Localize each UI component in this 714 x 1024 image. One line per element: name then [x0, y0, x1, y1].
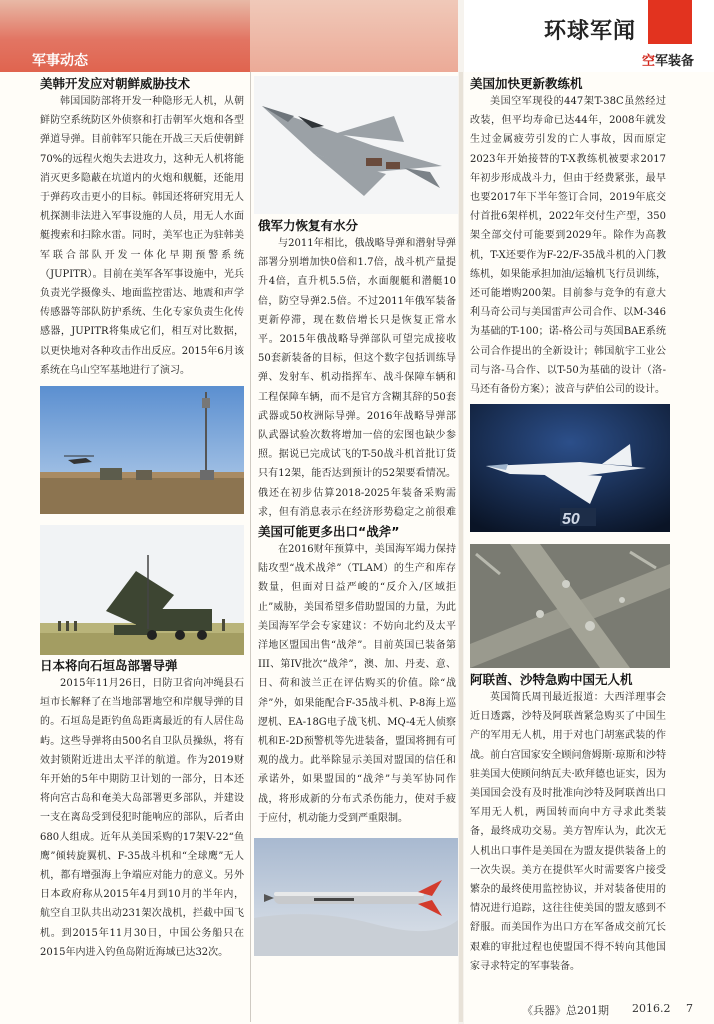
- article-body: 在2016财年预算中，美国海军竭力保持陆攻型“战术战斧”（TLAM）的生产和库存数量，但面对日益严峻的“反介入/区域拒止”威胁，美国希望多借助盟国的力量，为此美国海军学会专家建议：不妨向北约及太平洋地区盟国出售“战斧”。目前英国已装备第III、第IV批次“战斧”，澳、加、丹麦、意、日、荷和波兰正在评估购买的价值。除“战斧”外，如果能配合F-35战斗机、P-8海上巡逻机、EA-18G电子战飞机、MQ-4无人侦察机和E-2D预警机等先进装备，盟国将拥有可观的战力。此举除显示美国对盟国的信任和承诺外，如果盟国的“战斧”与美军协同作战，将形成新的分布式杀伤能力，使对手疲于应付，机动能力受到严重限制。: [258, 544, 456, 824]
- article-title: 美国加快更新教练机: [470, 76, 583, 91]
- radar-tower-photo: [40, 386, 244, 514]
- article-body: 英国简氏周刊最近报道：大西洋理事会近日透露，沙特及阿联酋紧急购买了中国生产的军用无人机，用于对也门胡塞武装的作战。前白宫国家安全顾问詹姆斯·琼斯和沙特驻美国大使顾问纳瓦夫·欧拜德也证实，因为美国国会没有及时批准向沙特及阿联酋出口军用无人机，两国转而向中方寻求此类装备，最终成功交易。美方智库认为，此次无人机出口事件是美国在为盟友提供装备上的一次失误。美方在提供军火时需要客户接受繁杂的最终使用监控协议，并对装备使用的情况进行追踪，这往往使美国的盟友感到不舒服。而美国作为出口方在军备成交前冗长艰难的审批过程也使盟国不得不转向其他国家寻求特定的军事装备。: [470, 692, 666, 972]
- cruise-missile-photo: [254, 838, 458, 956]
- article-title: 美国可能更多出口“战斧”: [258, 524, 400, 539]
- article-title: 俄军力恢复有水分: [258, 218, 359, 233]
- article-body: 韩国国防部将开发一种隐形无人机，从朝鲜防空系统防区外侦察和打击朝军火炮和各型弹道导弹。目前韩军只能在开战三天后使朝鲜70%的远程火炮失去进攻力，这种无人机将能消灭更多隐蔽在坑道内的火炮和舰艇，还能用于弹药攻击更小的目标。韩国还将研究用无人机探测非法进入军事设施的人员，用无人水面艇搜索和扫除水雷。同时，美军也正为驻韩美军联合部队开发一体化早期预警系统（JUPITR）。目前在美军各军事设施中，光兵负责光学摄像头、地面监控雷达、地震和声学传感器等部队防护系统、生化专家负责生化传感器，JUPITR将集成它们，相互对比数据，以更快地对各种攻击作出反应。2015年6月该系统在乌山空军基地进行了演习。: [40, 96, 244, 376]
- article-title: 日本将向石垣岛部署导弹: [40, 658, 178, 673]
- section-header-left: [0, 0, 250, 72]
- trainer-jet-photo: [470, 404, 670, 532]
- sub-section-label: 空军装备: [641, 54, 694, 69]
- column-divider: [459, 72, 463, 1022]
- column-divider: [250, 72, 251, 1022]
- column-brand-title: 环球军闻: [544, 18, 637, 44]
- section-label: 军事动态: [32, 53, 88, 69]
- svg-text:50: 50: [562, 511, 580, 528]
- airfield-aerial-photo: [470, 544, 670, 668]
- magazine-issue: 《兵器》总201期: [522, 1004, 609, 1017]
- article-title: 阿联酋、沙特急购中国无人机: [470, 672, 633, 687]
- page-footer: [464, 990, 714, 1024]
- fighter-jet-photo: [254, 76, 458, 214]
- article-body: 美国空军现役的447架T-38C虽然经过改装，但平均寿命已达44年，2008年就发生过金属疲劳引发的亡人事故，因而原定2023年开始接替的T-X教练机被要求2017年初步形成战斗力，但由于经费紧张，最早也要2017年下半年签订合同，2019年底交付首批6架样机，2022年交付生产型，350架全部交付可能要到2029年。除作为高教机，T-X还要作为F-22/F-35战斗机的入门教练机，如果能承担加油/运输机飞行员训练，还可能增购200架。目前参与竞争的有意大利马奇公司与美国雷声公司合作、以M-346为基础的T-100；诺-格公司与英国BAE系统公司合作提出的全新设计；韩国航宇工业公司与洛-马合作、以T-50为基础的设计（洛-马还有备份方案）；波音与萨伯公司的设计。: [470, 96, 666, 396]
- article-body: 2015年11月26日，日防卫省向冲绳县石垣市长解释了在当地部署地空和岸舰导弹的目的。石垣岛是距钓鱼岛距离最近的有人居住岛屿。这些导弹将由500名自卫队员操纵，将有效封锁附近进出太平洋的航道。作为2019财年开始的5年中期防卫计划的一部分，日本还将向宫古岛和奄美大岛部署更多部队，并建设一支在离岛受到侵犯时能响应的部队，后者由680人组成。近年从美国采购的17架V-22“鱼鹰”倾转旋翼机、F-35战斗机和“全球鹰”无人机，都有增强海上争端应对能力的意义。另外日本政府称从2015年4月到10月的半年内，航空自卫队共出动231架次战机，拦截中国飞机。到2015年11月30日，中国公务船只在2015年内进入钓鱼岛附近海域已达32次。: [40, 678, 244, 958]
- brand-red-block: [648, 0, 692, 44]
- section-header-right: [464, 0, 714, 72]
- issue-date: 2016.2: [632, 1002, 671, 1015]
- missile-launcher-photo: [40, 525, 244, 655]
- article-body: 与2011年相比，俄战略导弹和潜射导弹部署分别增加快0倍和1.7倍，战斗机产量提升4倍，直升机5.5倍，水面舰艇和潜艇10倍，防空导弹2.5倍。不过2011年俄军装备更新停滞，现在数倍增长只是恢复正常水平。2015年俄战略导弹部队可望完成接收50套新装备的目标，但这个数字包括训练导弹、发射车、机动指挥车、战斗保障车辆和工程保障车辆，而不是官方含糊其辞的50套武器或50枚洲际导弹。2016年战略导弹部队武器试验次数将增加一倍的宏图也缺少参照。据说已完成试飞的T-50战斗机首批订货只有12架，能否达到预计的52架要看情况。俄还在初步估算2018-2025年装备采购需求，但有消息表示在经济形势稳定之前很难: [258, 238, 456, 518]
- article-title: 美韩开发应对朝鲜威胁技术: [40, 76, 191, 91]
- page-number: 7: [686, 1002, 693, 1015]
- section-header-middle: [250, 0, 458, 72]
